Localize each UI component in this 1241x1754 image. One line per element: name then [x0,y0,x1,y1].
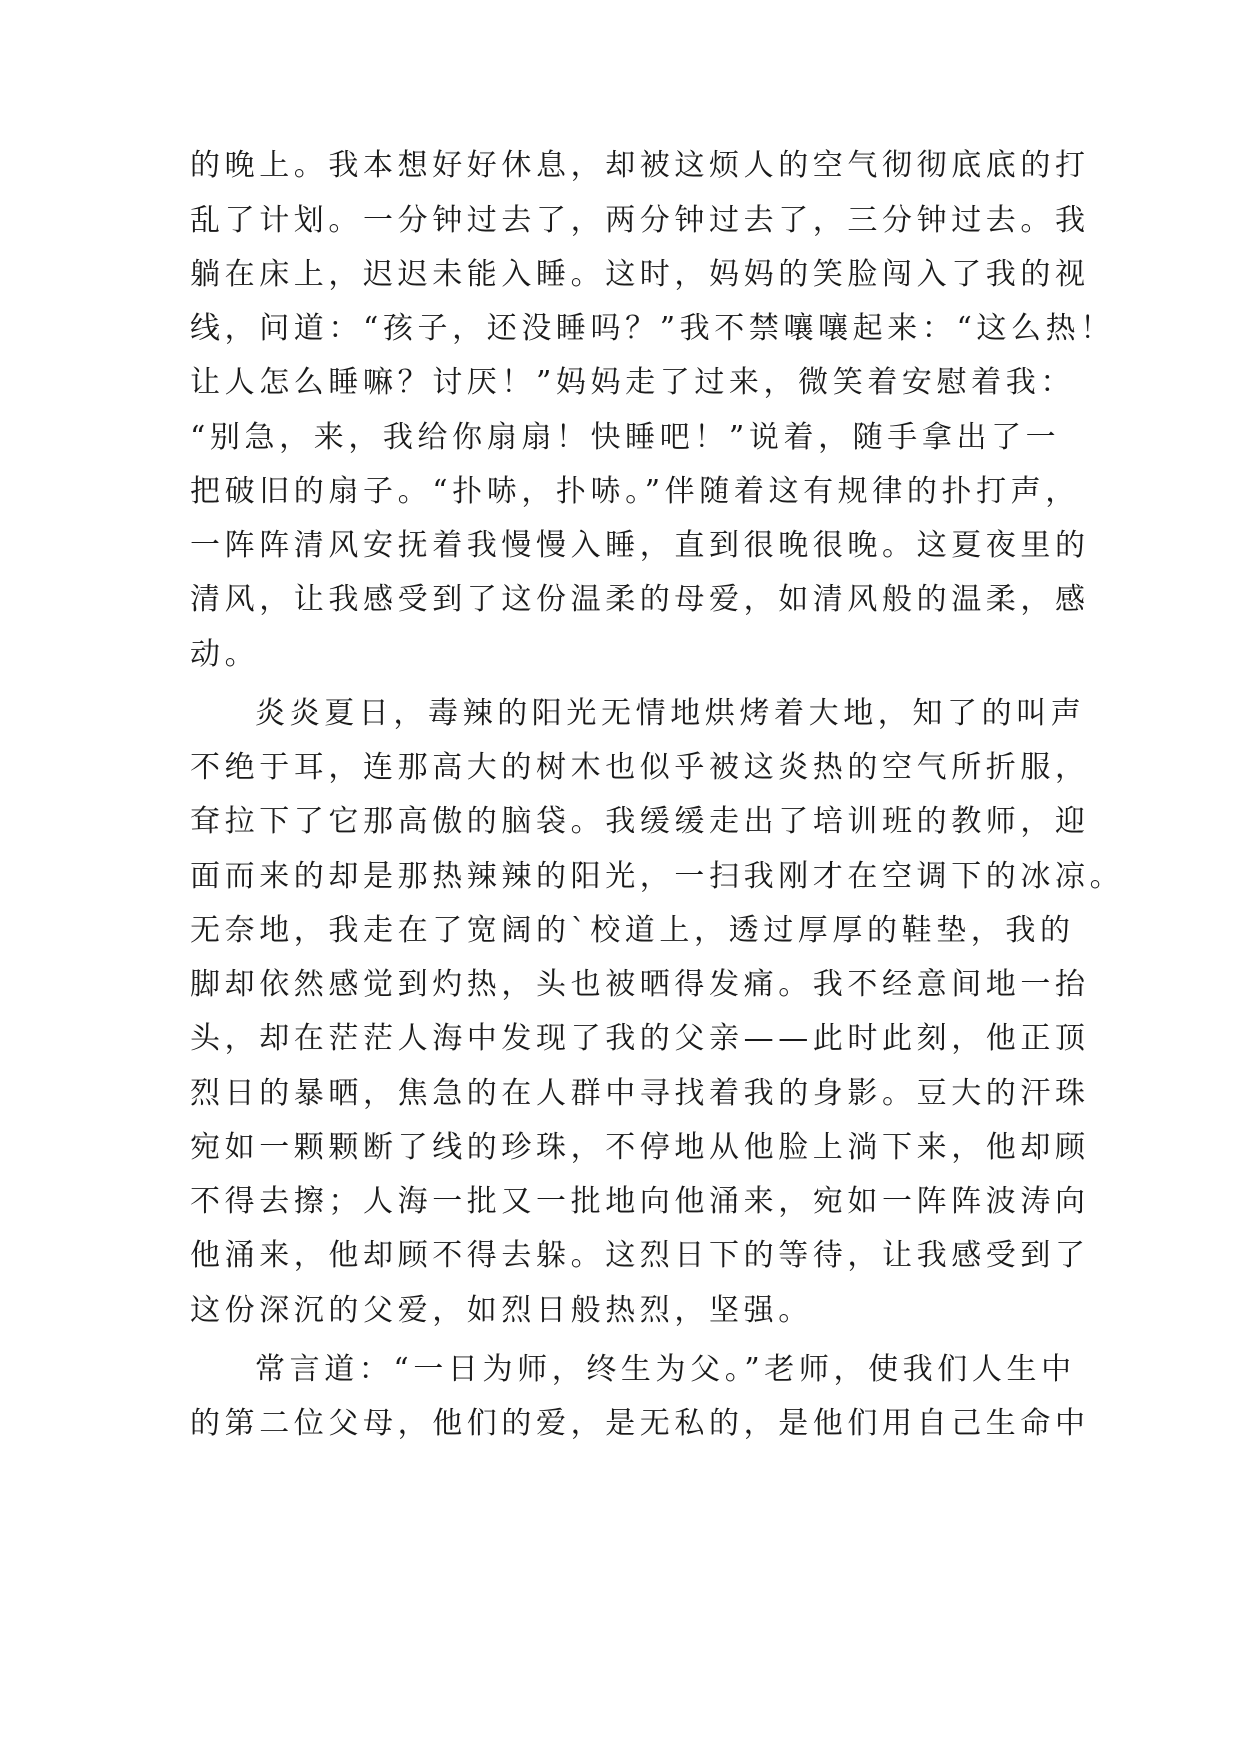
text-line: 耷拉下了它那高傲的脑袋。我缓缓走出了培训班的教师，迎 [190,804,1090,839]
text-line: 的晚上。我本想好好休息，却被这烦人的空气彻彻底底的打 [190,148,1090,183]
text-line: 动。 [190,637,260,672]
text-line: 常言道：“一日为师，终生为父。”老师，使我们人生中 [255,1352,1076,1387]
text-line: 这份深沉的父爱，如烈日般热烈，坚强。 [190,1293,813,1328]
text-line: 不绝于耳，连那高大的树木也似乎被这炎热的空气所折服， [190,750,1090,785]
text-line: 头，却在茫茫人海中发现了我的父亲——此时此刻，他正顶 [190,1021,1090,1056]
text-line: 他涌来，他却顾不得去躲。这烈日下的等待，让我感受到了 [190,1238,1090,1273]
text-line: 躺在床上，迟迟未能入睡。这时，妈妈的笑脸闯入了我的视 [190,257,1090,292]
text-line: 无奈地，我走在了宽阔的`校道上，透过厚厚的鞋垫，我的 [190,913,1075,948]
text-line: 让人怎么睡嘛？讨厌！”妈妈走了过来，微笑着安慰着我： [190,365,1075,400]
text-line: 清风，让我感受到了这份温柔的母爱，如清风般的温柔，感 [190,582,1090,617]
text-line: 宛如一颗颗断了线的珍珠，不停地从他脸上淌下来，他却顾 [190,1130,1090,1165]
text-line: 面而来的却是那热辣辣的阳光，一扫我刚才在空调下的冰凉。 [190,859,1125,894]
text-line: 乱了计划。一分钟过去了，两分钟过去了，三分钟过去。我 [190,203,1090,238]
text-line: 一阵阵清风安抚着我慢慢入睡，直到很晚很晚。这夏夜里的 [190,528,1090,563]
text-line: 把破旧的扇子。“扑哧，扑哧。”伴随着这有规律的扑打声， [190,474,1080,509]
text-line: 烈日的暴晒，焦急的在人群中寻找着我的身影。豆大的汗珠 [190,1076,1090,1111]
text-line: 线，问道：“孩子，还没睡吗？”我不禁嚷嚷起来：“这么热！ [190,311,1115,346]
text-line: 脚却依然感觉到灼热，头也被晒得发痛。我不经意间地一抬 [190,967,1090,1002]
text-line: “别急，来，我给你扇扇！快睡吧！”说着，随手拿出了一 [190,420,1061,455]
text-line: 的第二位父母，他们的爱，是无私的，是他们用自己生命中 [190,1406,1090,1441]
text-line: 不得去擦；人海一批又一批地向他涌来，宛如一阵阵波涛向 [190,1184,1090,1219]
text-line: 炎炎夏日，毒辣的阳光无情地烘烤着大地，知了的叫声 [255,696,1086,731]
